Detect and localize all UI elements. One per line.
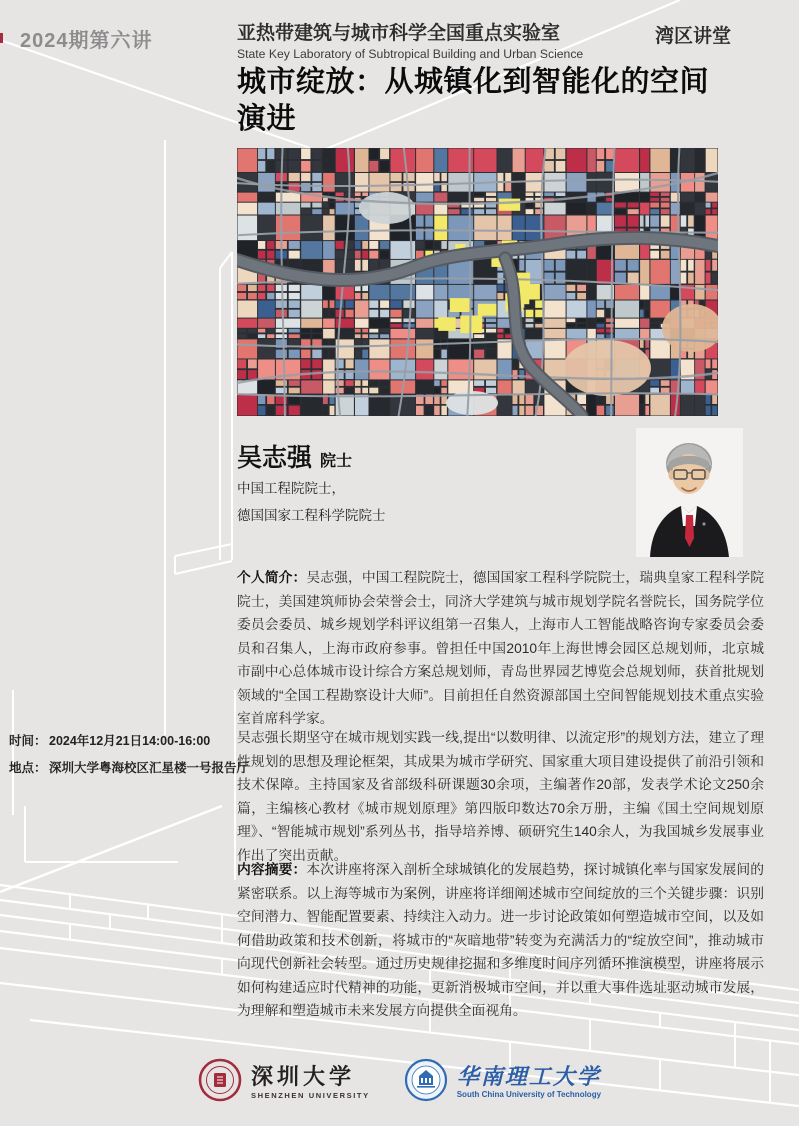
speaker-affiliation-1: 中国工程院院士，	[237, 481, 345, 496]
lecture-series-name: 湾区讲堂	[655, 26, 732, 47]
speaker-affiliation-2: 德国国家工程科学院院士	[237, 508, 386, 523]
szu-name-cn: 深圳大学	[250, 1063, 355, 1090]
szu-seal-icon	[198, 1058, 242, 1107]
laboratory-name-cn: 亚热带建筑与城市科学全国重点实验室	[237, 23, 561, 44]
time-value: 2024年12月21日14:00-16:00	[49, 734, 211, 748]
scut-name-en: South China University of Technology	[456, 1090, 602, 1099]
speaker-name-row	[237, 438, 352, 474]
szu-name-en: SHENZHEN UNIVERSITY	[250, 1090, 370, 1100]
bio-paragraph	[237, 566, 764, 731]
achievements-paragraph: 吴志强长期坚守在城市规划实践一线,提出“以数明律、以流定形”的规划方法，建立了理性规划的思想及理论框架，其成果为城市学研究、国家重大项目建设提供了前沿引领和技术保障。主持国家及省部级科研课题30余项，主编著作20部，发表学术论文250余篇，主编核心教材《城市规划原理》第四版印数达70余万册，主编《国土空间规划原理》、“智能城市规划”系列丛书，指导培养博、硕研究生140余人，为我国城乡发展事业作出了突出贡献。	[237, 730, 764, 863]
speaker-name: 吴志强	[237, 444, 313, 472]
lecture-title: 城市绽放：从城镇化到智能化的空间演进	[237, 66, 710, 135]
event-venue-row	[9, 758, 249, 776]
laboratory-header	[237, 18, 584, 61]
abstract-text: 本次讲座将深入剖析全球城镇化的发展趋势，探讨城镇化率与国家发展间的紧密联系。以上海等城市为案例，讲座将详细阐述城市空间绽放的三个关键步骤：识别空间潜力、智能配置要素、持续注入动力。进一步讨论政策如何塑造城市空间，以及如何借助政策和技术创新，将城市的“灰暗地带”转变为充满活力的“绽放空间”，推动城市向现代创新社会转型。通过历史规律挖掘和多维度时间序列循环推演模型，讲座将展示如何构建适应时代精神的功能，更新消极城市空间，并以重大事件选址驱动城市发展，为理解和塑造城市未来发展方向提供全面视角。	[237, 862, 765, 1018]
city-map-image	[237, 148, 718, 416]
event-info	[9, 731, 249, 785]
bio-text: 吴志强，中国工程院院士，德国国家工程科学院院士，瑞典皇家工程科学院院士，美国建筑师协会荣誉会士，同济大学建筑与城市规划学院名誉院长，国务院学位委员会委员、城乡规划学科评议组第一召集人，上海市人工智能战略咨询专家委员会委员和召集人，上海市政府参事。曾担任中国2010年上海世博会园区总规划师，北京城市副中心总体城市设计综合方案总规划师，青岛世界园艺博览会总规划师，获首批规划领域的“全国工程勘察设计大师”。目前担任自然资源部国土空间智能规划技术重点实验室首席科学家。	[237, 570, 765, 726]
time-label: 时间：	[9, 734, 47, 748]
scut-name-cn: 华南理工大学	[456, 1064, 601, 1090]
edge-red-mark	[0, 33, 3, 43]
laboratory-name-en: State Key Laboratory of Subtropical Building and Urban Science	[237, 47, 584, 61]
abstract-paragraph	[237, 858, 764, 1023]
szu-logo	[198, 1058, 370, 1107]
footer-logos	[0, 1058, 799, 1107]
scut-logo	[404, 1058, 601, 1107]
venue-value: 深圳大学粤海校区汇星楼一号报告厅	[49, 761, 250, 775]
speaker-photo	[636, 428, 743, 557]
event-time-row	[9, 731, 249, 749]
issue-number: 2024期第六讲	[20, 30, 153, 52]
scut-seal-icon	[404, 1058, 448, 1107]
venue-label: 地点：	[9, 761, 47, 775]
bio-label: 个人简介：	[237, 570, 307, 585]
speaker-title-suffix: 院士	[320, 453, 353, 470]
abstract-label: 内容摘要：	[237, 862, 307, 877]
